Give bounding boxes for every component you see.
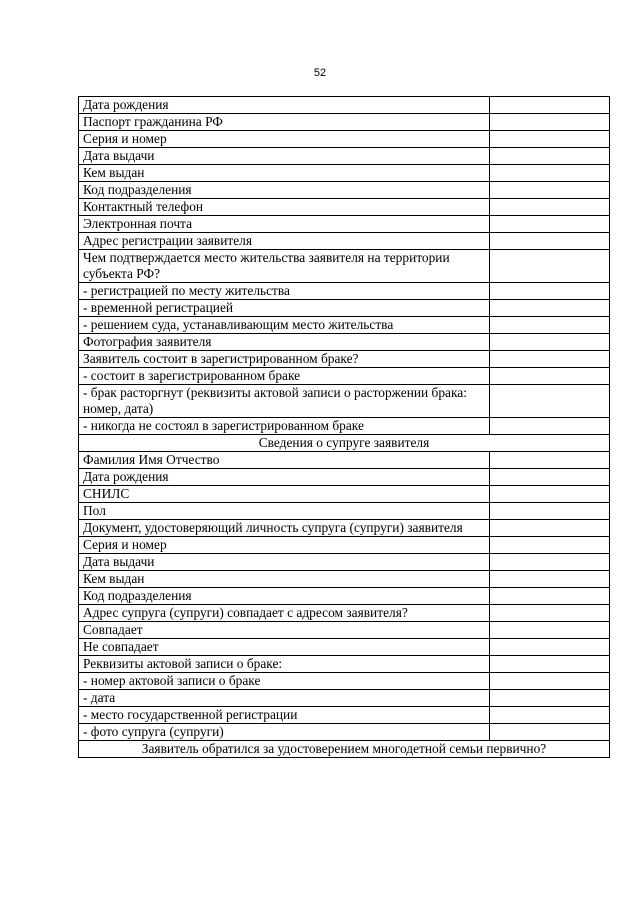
form-row bbox=[79, 503, 610, 520]
field-value-cell[interactable] bbox=[490, 368, 610, 385]
field-label: Фамилия Имя Отчество bbox=[79, 452, 490, 469]
field-label: Реквизиты актовой записи о браке: bbox=[79, 656, 490, 673]
form-row bbox=[79, 165, 610, 182]
form-row bbox=[79, 571, 610, 588]
form-row bbox=[79, 114, 610, 131]
field-value-cell[interactable] bbox=[490, 233, 610, 250]
form-row bbox=[79, 656, 610, 673]
form-row bbox=[79, 605, 610, 622]
form-row bbox=[79, 317, 610, 334]
field-label: Фотография заявителя bbox=[79, 334, 490, 351]
page-number: 52 bbox=[313, 67, 327, 79]
field-label: СНИЛС bbox=[79, 486, 490, 503]
form-row bbox=[79, 385, 610, 418]
field-value-cell[interactable] bbox=[490, 724, 610, 741]
form-row bbox=[79, 283, 610, 300]
field-label: - регистрацией по месту жительства bbox=[79, 283, 490, 300]
field-label: Код подразделения bbox=[79, 588, 490, 605]
field-value-cell[interactable] bbox=[490, 639, 610, 656]
form-row bbox=[79, 724, 610, 741]
field-label: Дата рождения bbox=[79, 469, 490, 486]
field-value-cell[interactable] bbox=[490, 503, 610, 520]
field-label: Дата выдачи bbox=[79, 148, 490, 165]
form-row bbox=[79, 554, 610, 571]
field-value-cell[interactable] bbox=[490, 385, 610, 418]
section-header-row bbox=[79, 741, 610, 758]
form-row bbox=[79, 707, 610, 724]
field-value-cell[interactable] bbox=[490, 334, 610, 351]
field-value-cell[interactable] bbox=[490, 114, 610, 131]
field-value-cell[interactable] bbox=[490, 673, 610, 690]
field-label: Электронная почта bbox=[79, 216, 490, 233]
field-label: Не совпадает bbox=[79, 639, 490, 656]
field-value-cell[interactable] bbox=[490, 588, 610, 605]
field-value-cell[interactable] bbox=[490, 250, 610, 283]
form-row bbox=[79, 622, 610, 639]
field-value-cell[interactable] bbox=[490, 418, 610, 435]
field-value-cell[interactable] bbox=[490, 622, 610, 639]
field-value-cell[interactable] bbox=[490, 283, 610, 300]
form-row bbox=[79, 131, 610, 148]
form-row bbox=[79, 520, 610, 537]
form-row bbox=[79, 199, 610, 216]
field-label: - решением суда, устанавливающим место жительства bbox=[79, 317, 490, 334]
form-row bbox=[79, 588, 610, 605]
form-row bbox=[79, 486, 610, 503]
field-value-cell[interactable] bbox=[490, 469, 610, 486]
field-value-cell[interactable] bbox=[490, 351, 610, 368]
section-header: Заявитель обратился за удостоверением многодетной семьи первично? bbox=[79, 741, 610, 758]
field-label: Адрес супруга (супруги) совпадает с адресом заявителя? bbox=[79, 605, 490, 622]
field-value-cell[interactable] bbox=[490, 605, 610, 622]
field-value-cell[interactable] bbox=[490, 690, 610, 707]
field-value-cell[interactable] bbox=[490, 707, 610, 724]
form-row bbox=[79, 452, 610, 469]
field-label: Дата рождения bbox=[79, 97, 490, 114]
field-value-cell[interactable] bbox=[490, 182, 610, 199]
form-row bbox=[79, 639, 610, 656]
form-row bbox=[79, 537, 610, 554]
field-value-cell[interactable] bbox=[490, 486, 610, 503]
field-label: - место государственной регистрации bbox=[79, 707, 490, 724]
field-label: Код подразделения bbox=[79, 182, 490, 199]
field-label: - дата bbox=[79, 690, 490, 707]
field-label: Документ, удостоверяющий личность супруга (супруги) заявителя bbox=[79, 520, 490, 537]
field-label: - фото супруга (супруги) bbox=[79, 724, 490, 741]
field-label: - состоит в зарегистрированном браке bbox=[79, 368, 490, 385]
field-value-cell[interactable] bbox=[490, 97, 610, 114]
field-value-cell[interactable] bbox=[490, 554, 610, 571]
field-label: Адрес регистрации заявителя bbox=[79, 233, 490, 250]
field-label: - временной регистрацией bbox=[79, 300, 490, 317]
field-value-cell[interactable] bbox=[490, 537, 610, 554]
form-row bbox=[79, 368, 610, 385]
field-label: Чем подтверждается место жительства заявителя на территории субъекта РФ? bbox=[79, 250, 490, 283]
form-row bbox=[79, 216, 610, 233]
field-value-cell[interactable] bbox=[490, 131, 610, 148]
form-row bbox=[79, 233, 610, 250]
field-value-cell[interactable] bbox=[490, 571, 610, 588]
field-label: - никогда не состоял в зарегистрированном браке bbox=[79, 418, 490, 435]
field-value-cell[interactable] bbox=[490, 520, 610, 537]
field-label: Пол bbox=[79, 503, 490, 520]
form-row bbox=[79, 250, 610, 283]
form-row bbox=[79, 182, 610, 199]
field-value-cell[interactable] bbox=[490, 656, 610, 673]
field-value-cell[interactable] bbox=[490, 199, 610, 216]
form-row bbox=[79, 690, 610, 707]
form-row bbox=[79, 97, 610, 114]
form-row bbox=[79, 418, 610, 435]
form-row bbox=[79, 148, 610, 165]
section-header-row bbox=[79, 435, 610, 452]
form-row bbox=[79, 300, 610, 317]
field-label: Кем выдан bbox=[79, 571, 490, 588]
field-label: Серия и номер bbox=[79, 131, 490, 148]
form-row bbox=[79, 351, 610, 368]
field-label: Дата выдачи bbox=[79, 554, 490, 571]
field-label: Контактный телефон bbox=[79, 199, 490, 216]
section-header: Сведения о супруге заявителя bbox=[79, 435, 610, 452]
field-label: Кем выдан bbox=[79, 165, 490, 182]
form-row bbox=[79, 469, 610, 486]
field-value-cell[interactable] bbox=[490, 452, 610, 469]
field-value-cell[interactable] bbox=[490, 148, 610, 165]
form-table bbox=[78, 96, 610, 758]
field-label: - брак расторгнут (реквизиты актовой записи о расторжении брака: номер, дата) bbox=[79, 385, 490, 418]
field-value-cell[interactable] bbox=[490, 317, 610, 334]
field-label: Паспорт гражданина РФ bbox=[79, 114, 490, 131]
form-row bbox=[79, 334, 610, 351]
field-label: Заявитель состоит в зарегистрированном браке? bbox=[79, 351, 490, 368]
field-label: - номер актовой записи о браке bbox=[79, 673, 490, 690]
field-label: Серия и номер bbox=[79, 537, 490, 554]
field-label: Совпадает bbox=[79, 622, 490, 639]
form-row bbox=[79, 673, 610, 690]
field-value-cell[interactable] bbox=[490, 165, 610, 182]
field-value-cell[interactable] bbox=[490, 216, 610, 233]
field-value-cell[interactable] bbox=[490, 300, 610, 317]
